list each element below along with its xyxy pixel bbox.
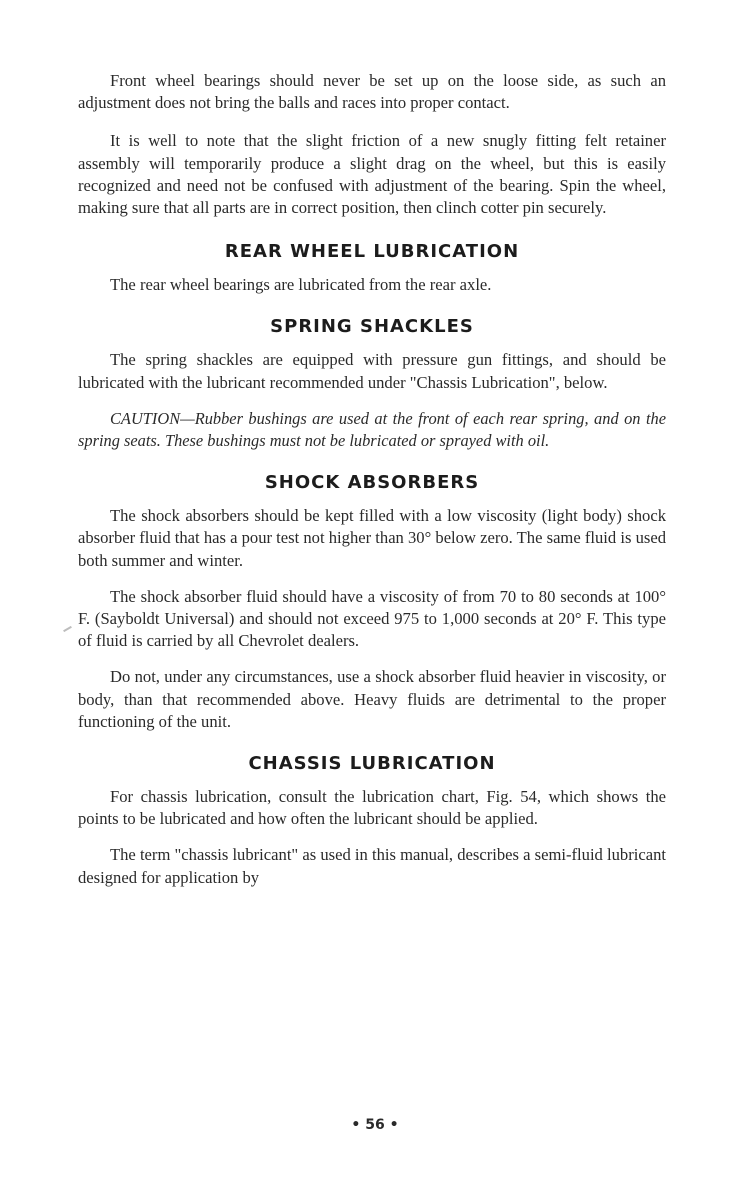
paragraph-front-bearings: Front wheel bearings should never be set up on the loose side, as such an adjustment does not bring the balls and races into proper contact. [78,71,666,113]
paragraph-spring-shackles: The spring shackles are equipped with pressure gun fittings, and should be lubricated with the lubricant recommended under "Chassis Lubrication", below. [78,350,666,392]
heading-rear-wheel-lubrication: REAR WHEEL LUBRICATION [224,241,520,263]
paragraph-shock-absorbers-2: The shock absorber fluid should have a viscosity of from 70 to 80 seconds at 100° F. (Sayboldt Universal) and should not exceed 975 to 1,000 seconds at 20° F. This type of fluid is carried by all Chevrolet dealers. [78,586,666,651]
heading-chassis-lubrication: CHASSIS LUBRICATION [248,753,496,775]
paragraph-chassis-lubrication-2: The term "chassis lubricant" as used in this manual, describes a semi-fluid lubricant designed for application by [78,845,666,887]
paragraph-shock-absorbers-3: Do not, under any circumstances, use a shock absorber fluid heavier in viscosity, or body, than that recommended above. Heavy fluids are detrimental to the proper functioning of the unit. [78,667,666,731]
paragraph-felt-retainer: It is well to note that the slight friction of a new snugly fitting felt retainer assembly will temporarily produce a slight drag on the wheel, but this is easily recognized and need not be confused with adjustment of the bearing. Spin the wheel, making sure that all parts are in correct position, then clinch cotter pin securely. [78,131,666,218]
heading-shock-absorbers: SHOCK ABSORBERS [264,472,480,494]
document-page [78,70,666,903]
paragraph-chassis-lubrication-1: For chassis lubrication, consult the lubrication chart, Fig. 54, which shows the points to be lubricated and how often the lubricant should be applied. [78,787,666,829]
heading-spring-shackles: SPRING SHACKLES [270,316,474,338]
page-number: • 56 • [351,1117,399,1133]
paragraph-rear-wheel: The rear wheel bearings are lubricated from the rear axle. [110,275,492,295]
paragraph-shock-absorbers-1: The shock absorbers should be kept filled with a low viscosity (light body) shock absorber fluid that has a pour test not higher than 30° below zero. The same fluid is used both summer and winter. [78,506,666,570]
paragraph-caution: CAUTION—Rubber bushings are used at the front of each rear spring, and on the spring seats. These bushings must not be lubricated or sprayed with oil. [78,408,666,451]
stray-pen-mark [63,626,72,632]
